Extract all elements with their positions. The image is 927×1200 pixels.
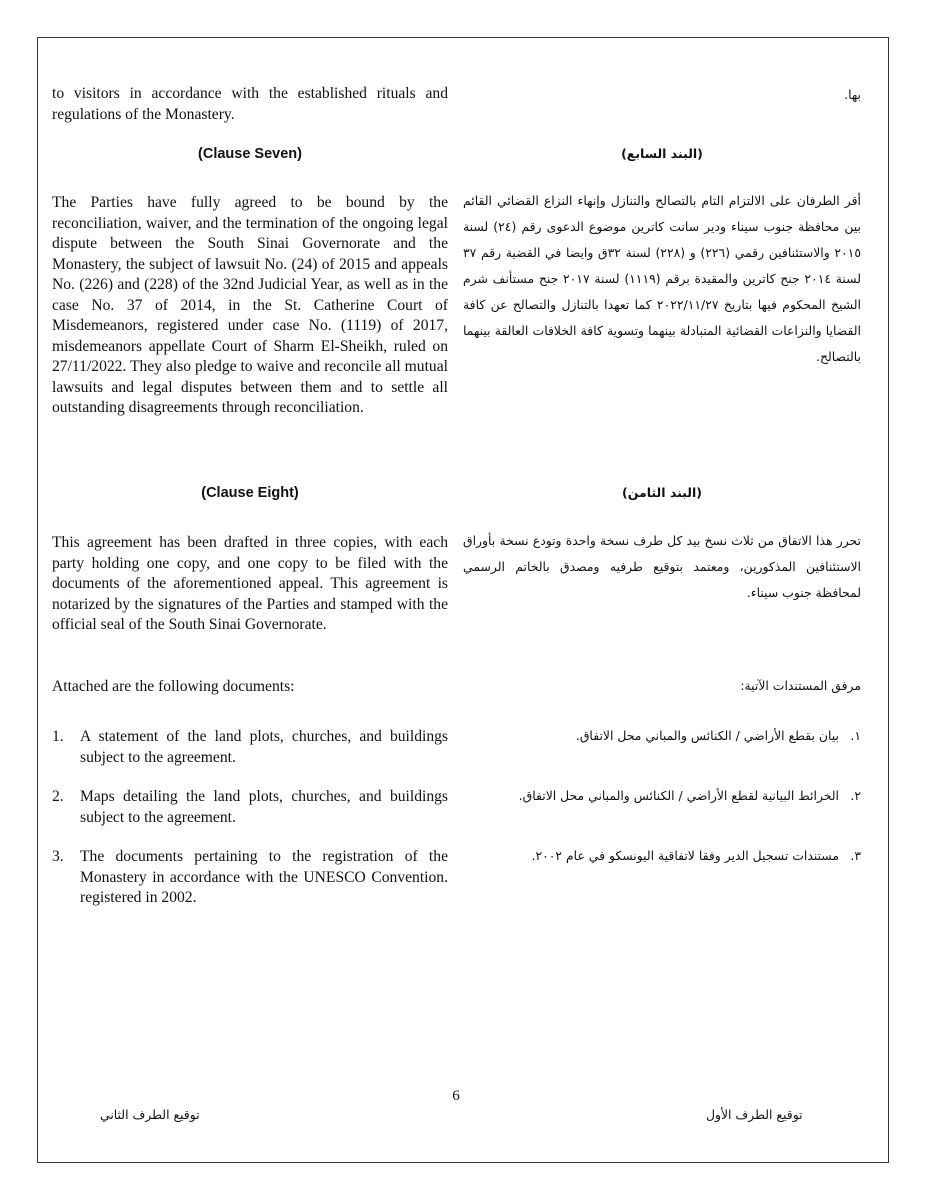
- item-number: 1.: [52, 728, 64, 745]
- item-number: ٣.: [850, 848, 861, 863]
- attached-item-en-2: [52, 787, 448, 828]
- second-party-signature-label: توقيع الطرف الثاني: [100, 1107, 200, 1122]
- clause-eight-text-en: This agreement has been drafted in three copies, with each party holding one copy, and one copy to be filed with the documents of the aforementioned appeal. This agreement is notarized by the signatures of the Parties and stamped with the official seal of the South Sinai Governorate.: [52, 534, 448, 633]
- item-number: 3.: [52, 848, 64, 865]
- attached-item-ar-3: [463, 845, 861, 867]
- item-text: مستندات تسجيل الدير وفقا لاتفاقية اليونسكو في عام ٢٠٠٢.: [531, 848, 839, 863]
- clause-eight-text-ar: تحرر هذا الاتفاق من ثلاث نسخ بيد كل طرف نسخة واحدة وتودع نسخة بأوراق الاستئنافين المذكورين، ومعتمد بتوقيع طرفيه ومصدق بالخاتم الرسمي لمحافظة جنوب سيناء.: [463, 533, 861, 600]
- item-number: ٢.: [850, 788, 861, 803]
- clause-seven-text-ar: أقر الطرفان على الالتزام التام بالتصالح والتنازل وإنهاء النزاع القضائي القائم بين محافظة جنوب سيناء ودير سانت كاترين موضوع الدعوى رقم (٢٤) لسنة ٢٠١٥ والاستئنافين رقمي (٢٢٦) و (٢٢٨) لسنة ٣٢ق وايضا في القضية رقم ٣٧ لسنة ٢٠١٤ جنح كاترين والمقيدة برقم (١١١٩) لسنة ٢٠١٧ جنح مستأنف شرم الشيخ المحكوم فيها بتاريخ ٢٠٢٢/١١/٢٧ كما تعهدا بالتنازل والتصالح عن كافة القضايا والنزاعات القضائية المتبادلة بينهما وتسوية كافة الخلافات العالقة بينهما بالتصالح.: [463, 193, 861, 364]
- item-text: Maps detailing the land plots, churches, and buildings subject to the agreement.: [80, 788, 448, 826]
- item-number: ١.: [850, 728, 861, 743]
- first-party-signature-label: توقيع الطرف الأول: [706, 1107, 803, 1122]
- clause-seven-heading-en: (Clause Seven): [198, 146, 302, 162]
- attached-item-ar-2: [463, 785, 861, 807]
- attached-intro-en: Attached are the following documents:: [52, 678, 295, 695]
- clause-seven-text-en: The Parties have fully agreed to be bound by the reconciliation, waiver, and the termination of the ongoing legal dispute between the South Sinai Governorate and the Monastery, the subject of lawsuit No. (24) of 2015 and appeals No. (226) and (228) of the 32nd Judicial Year, as well as in the case No. 37 of 2014, in the St. Catherine Court of Misdemeanors, registered under case No. (1119) of 2017, misdemeanors appellate Court of Sharm El-Sheikh, ruled on 27/11/2022. They also pledge to waive and reconcile all mutual lawsuits and legal disputes between them and to settle all outstanding disagreements through reconciliation.: [52, 194, 448, 416]
- attached-item-en-1: [52, 727, 448, 768]
- clause-eight-heading-en: (Clause Eight): [201, 485, 299, 501]
- clause-eight-heading-ar: (البند الثامن): [622, 485, 702, 500]
- clause-seven-heading-ar: (البند السابع): [621, 146, 703, 161]
- attached-item-en-3: [52, 847, 448, 909]
- item-number: 2.: [52, 788, 64, 805]
- item-text: الخرائط البيانية لقطع الأراضي / الكنائس والمباني محل الاتفاق.: [518, 788, 839, 803]
- item-text: A statement of the land plots, churches, and buildings subject to the agreement.: [80, 728, 448, 766]
- page-number: 6: [452, 1088, 460, 1104]
- item-text: The documents pertaining to the registration of the Monastery in accordance with the UNESCO Convention. registered in 2002.: [80, 848, 448, 906]
- arabic-intro-paragraph: بها.: [844, 87, 861, 102]
- attached-intro-ar: مرفق المستندات الآتية:: [740, 678, 861, 693]
- english-intro-paragraph: to visitors in accordance with the established rituals and regulations of the Monastery.: [52, 85, 448, 123]
- attached-item-ar-1: [463, 725, 861, 747]
- item-text: بيان بقطع الأراضي / الكنائس والمباني محل الاتفاق.: [575, 728, 839, 743]
